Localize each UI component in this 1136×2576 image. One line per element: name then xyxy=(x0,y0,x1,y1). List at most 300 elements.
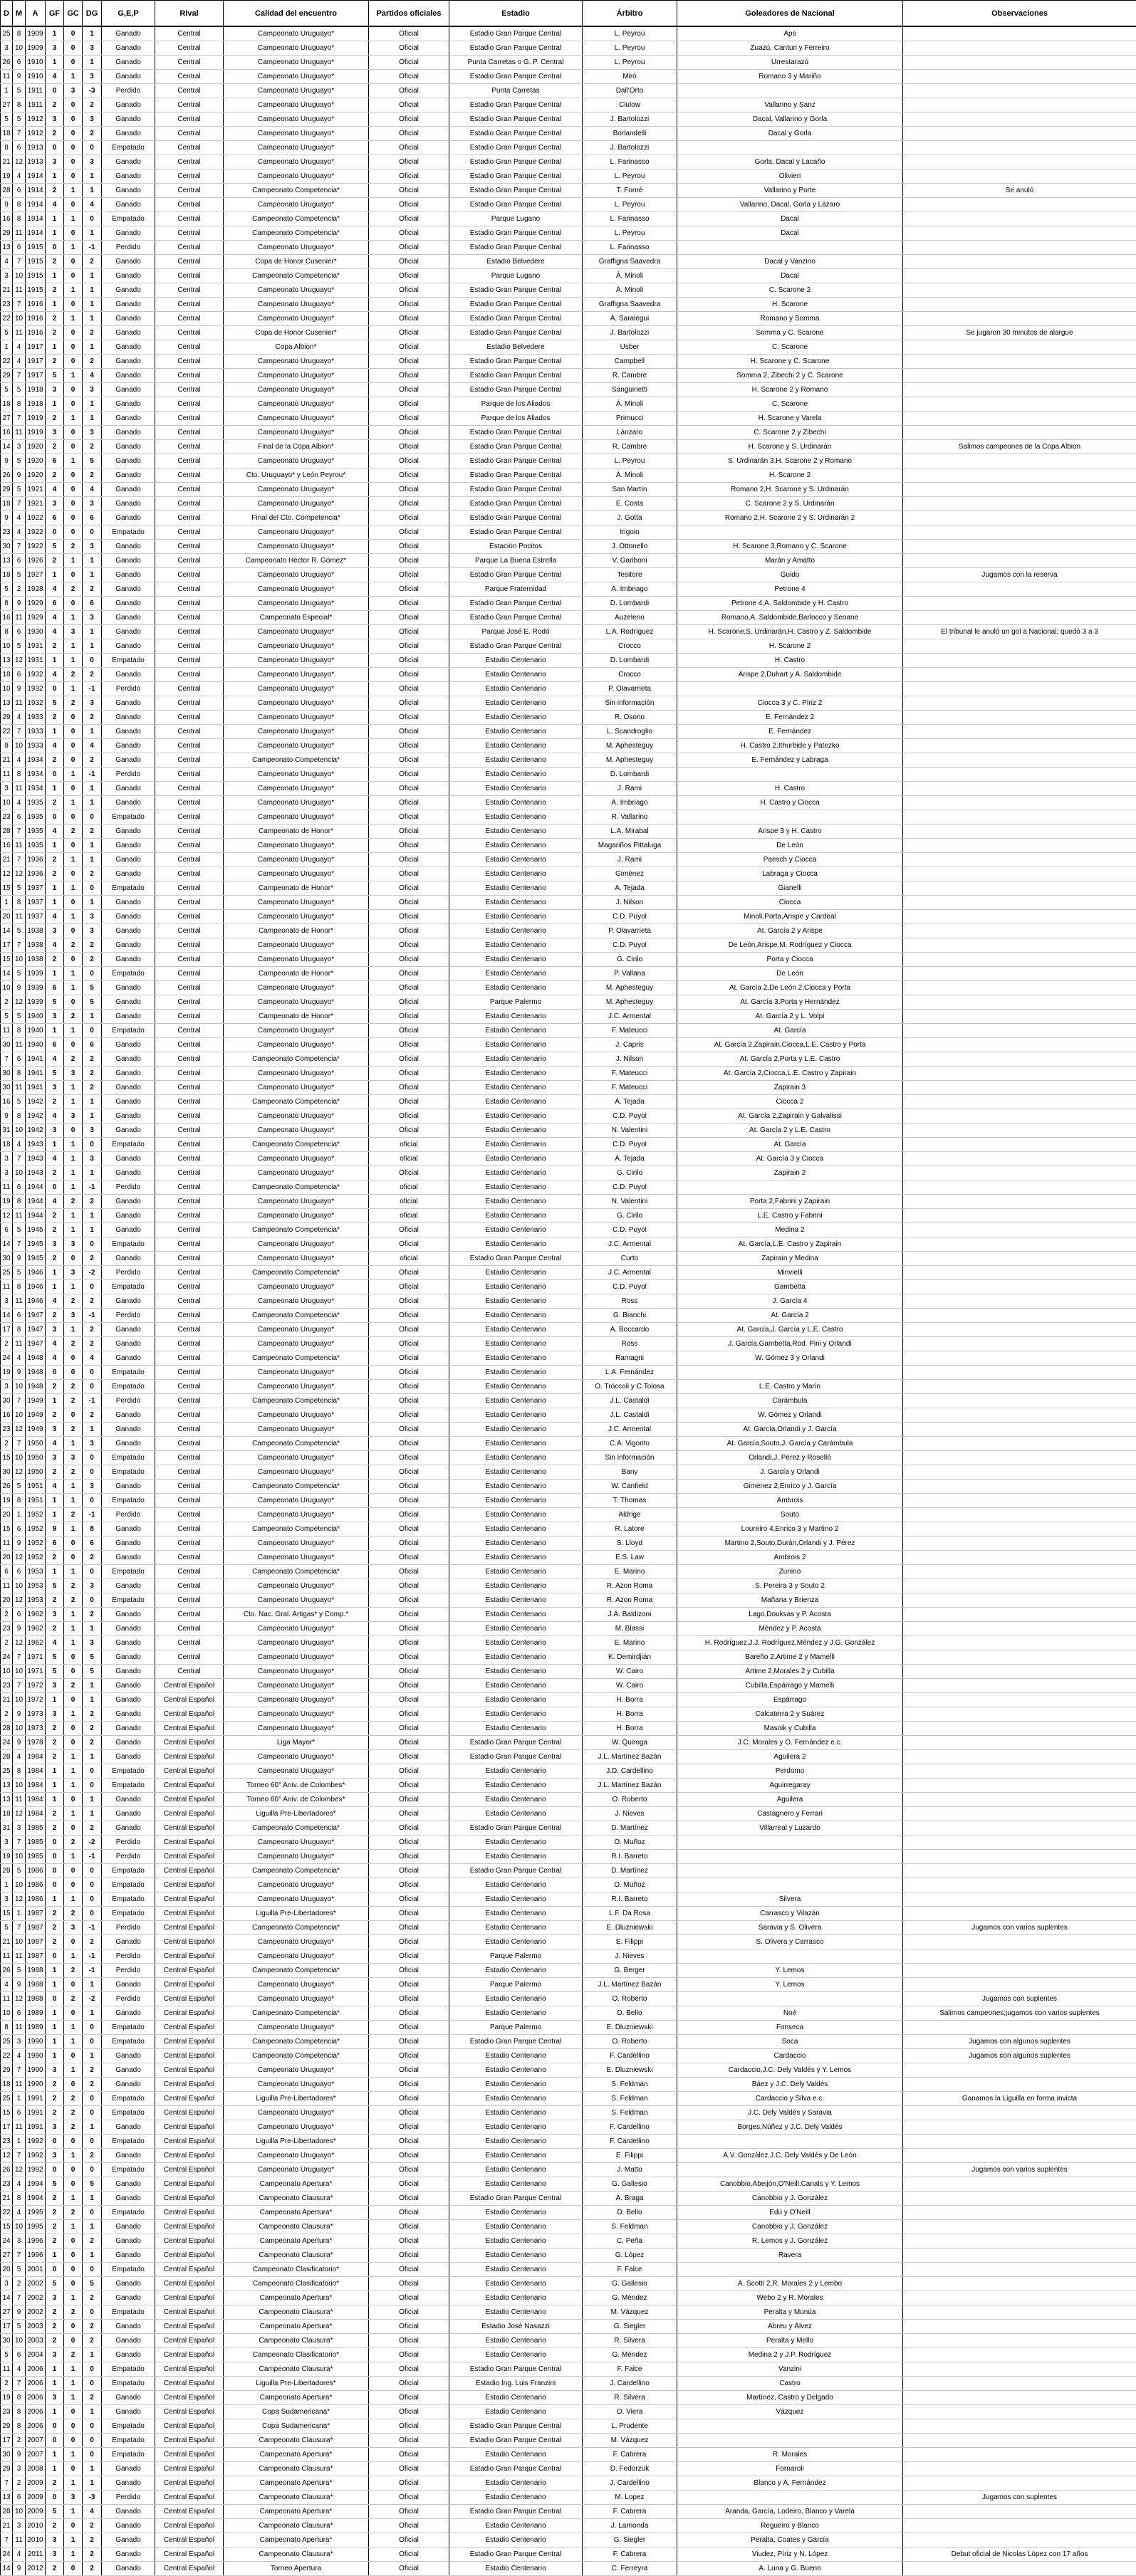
cell-goleadores[interactable]: Ciocca 3 y C. Píriz 2 xyxy=(677,696,903,711)
cell-m[interactable]: 11 xyxy=(13,910,26,924)
cell-calidad[interactable]: Copa de Honor Cusenier* xyxy=(224,255,369,269)
cell-a[interactable]: 1916 xyxy=(26,312,46,326)
cell-calidad[interactable]: Campeonato Uruguayo* xyxy=(224,1465,369,1480)
cell-obs[interactable] xyxy=(903,654,1136,668)
cell-rival[interactable]: Central xyxy=(155,938,224,953)
cell-estadio[interactable]: Estadio Centenario xyxy=(449,2277,583,2291)
cell-rival[interactable]: Central xyxy=(155,198,224,212)
cell-arbitro[interactable]: F. Mateucci xyxy=(583,1081,677,1095)
cell-gf[interactable]: 4 xyxy=(46,668,64,682)
cell-estadio[interactable]: Estadio Centenario xyxy=(449,1665,583,1679)
cell-m[interactable]: 11 xyxy=(13,782,26,796)
cell-gep[interactable]: Ganado xyxy=(102,41,155,56)
cell-gep[interactable]: Perdido xyxy=(102,1180,155,1195)
cell-a[interactable]: 1988 xyxy=(26,1978,46,1992)
cell-gf[interactable]: 0 xyxy=(46,2491,64,2505)
cell-gf[interactable]: 2 xyxy=(46,1095,64,1109)
cell-calidad[interactable]: Campeonato Uruguayo* xyxy=(224,2149,369,2163)
cell-d[interactable]: 29 xyxy=(1,369,13,383)
cell-estadio[interactable]: Estadio Centenario xyxy=(449,2519,583,2533)
cell-calidad[interactable]: Campeonato Uruguayo* xyxy=(224,1693,369,1707)
cell-estadio[interactable]: Estadio Centenario xyxy=(449,2476,583,2491)
cell-estadio[interactable]: Estadio Gran Parque Central xyxy=(449,1864,583,1878)
cell-rival[interactable]: Central Español xyxy=(155,1864,224,1878)
cell-rival[interactable]: Central Español xyxy=(155,1978,224,1992)
cell-estadio[interactable]: Estadio Centenario xyxy=(449,696,583,711)
cell-gep[interactable]: Ganado xyxy=(102,568,155,582)
cell-d[interactable]: 11 xyxy=(1,1536,13,1551)
cell-gep[interactable]: Ganado xyxy=(102,2078,155,2092)
cell-gf[interactable]: 3 xyxy=(46,2533,64,2548)
cell-a[interactable]: 2003 xyxy=(26,2320,46,2334)
cell-dg[interactable]: 1 xyxy=(83,2476,102,2491)
cell-a[interactable]: 1935 xyxy=(26,839,46,853)
cell-dg[interactable]: 5 xyxy=(83,2177,102,2192)
cell-gc[interactable]: 3 xyxy=(64,1266,83,1280)
cell-estadio[interactable]: Estadio Centenario xyxy=(449,839,583,853)
cell-dg[interactable]: 5 xyxy=(83,981,102,995)
cell-d[interactable]: 28 xyxy=(1,1864,13,1878)
cell-m[interactable]: 6 xyxy=(13,2006,26,2021)
cell-estadio[interactable]: Estadio Centenario xyxy=(449,711,583,725)
cell-arbitro[interactable]: C.D. Puyol xyxy=(583,938,677,953)
cell-gep[interactable]: Ganado xyxy=(102,1437,155,1451)
cell-arbitro[interactable]: Á. Minoli xyxy=(583,397,677,412)
cell-estadio[interactable]: Estadio Centenario xyxy=(449,2234,583,2248)
cell-goleadores[interactable] xyxy=(677,1366,903,1380)
cell-obs[interactable] xyxy=(903,2362,1136,2377)
cell-m[interactable]: 8 xyxy=(13,1195,26,1209)
cell-a[interactable]: 1913 xyxy=(26,141,46,155)
cell-gep[interactable]: Ganado xyxy=(102,2320,155,2334)
cell-calidad[interactable]: Campeonato de Honor* xyxy=(224,1010,369,1024)
cell-oficial[interactable]: Oficial xyxy=(369,1394,449,1408)
cell-rival[interactable]: Central Español xyxy=(155,2519,224,2533)
cell-estadio[interactable]: Estadio Centenario xyxy=(449,910,583,924)
cell-obs[interactable] xyxy=(903,255,1136,269)
cell-arbitro[interactable]: Sin información xyxy=(583,696,677,711)
cell-rival[interactable]: Central xyxy=(155,1465,224,1480)
cell-gf[interactable]: 3 xyxy=(46,2149,64,2163)
cell-m[interactable]: 2 xyxy=(13,2434,26,2448)
cell-arbitro[interactable]: D. Bello xyxy=(583,2006,677,2021)
cell-rival[interactable]: Central xyxy=(155,711,224,725)
cell-obs[interactable] xyxy=(903,2177,1136,2192)
cell-gf[interactable]: 1 xyxy=(46,1964,64,1978)
cell-rival[interactable]: Central Español xyxy=(155,2277,224,2291)
cell-goleadores[interactable]: S. Urdinarán 3,H. Scarone 2 y Romano xyxy=(677,454,903,468)
cell-calidad[interactable]: Campeonato Apertura* xyxy=(224,2391,369,2405)
cell-gf[interactable]: 2 xyxy=(46,1750,64,1764)
cell-obs[interactable] xyxy=(903,1821,1136,1836)
cell-estadio[interactable]: Estadio Centenario xyxy=(449,867,583,881)
cell-gep[interactable]: Ganado xyxy=(102,326,155,340)
cell-estadio[interactable]: Estadio José Nasazzi xyxy=(449,2320,583,2334)
cell-estadio[interactable]: Estadio Gran Parque Central xyxy=(449,611,583,625)
cell-obs[interactable] xyxy=(903,1779,1136,1793)
cell-estadio[interactable]: Parque Palermo xyxy=(449,2021,583,2035)
cell-gf[interactable]: 1 xyxy=(46,1024,64,1038)
cell-oficial[interactable]: Oficial xyxy=(369,2448,449,2462)
cell-oficial[interactable]: Oficial xyxy=(369,2305,449,2320)
cell-goleadores[interactable]: Orlandi,J. Pérez y Roselló xyxy=(677,1451,903,1465)
cell-gep[interactable]: Perdido xyxy=(102,2491,155,2505)
cell-rival[interactable]: Central Español xyxy=(155,2562,224,2576)
cell-dg[interactable]: 3 xyxy=(83,497,102,511)
cell-gep[interactable]: Ganado xyxy=(102,1109,155,1124)
cell-arbitro[interactable]: F. Mateucci xyxy=(583,1067,677,1081)
cell-dg[interactable]: 2 xyxy=(83,1052,102,1067)
cell-dg[interactable]: 2 xyxy=(83,1294,102,1309)
cell-calidad[interactable]: Campeonato Uruguayo* xyxy=(224,1750,369,1764)
cell-gep[interactable]: Ganado xyxy=(102,226,155,241)
cell-obs[interactable] xyxy=(903,1465,1136,1480)
cell-dg[interactable]: 0 xyxy=(83,141,102,155)
cell-rival[interactable]: Central xyxy=(155,1152,224,1166)
cell-estadio[interactable]: Parque José E. Rodó xyxy=(449,625,583,639)
cell-estadio[interactable]: Estadio Centenario xyxy=(449,668,583,682)
cell-gep[interactable]: Ganado xyxy=(102,1010,155,1024)
cell-estadio[interactable]: Estadio Belvedere xyxy=(449,340,583,355)
cell-gf[interactable]: 2 xyxy=(46,796,64,810)
cell-d[interactable]: 17 xyxy=(1,2120,13,2135)
cell-obs[interactable] xyxy=(903,1978,1136,1992)
cell-oficial[interactable]: Oficial xyxy=(369,824,449,839)
cell-a[interactable]: 1990 xyxy=(26,2063,46,2078)
cell-calidad[interactable]: Campeonato Competencia* xyxy=(224,1437,369,1451)
cell-arbitro[interactable]: O. Roberto xyxy=(583,2035,677,2049)
cell-dg[interactable]: 2 xyxy=(83,2078,102,2092)
cell-rival[interactable]: Central xyxy=(155,70,224,84)
cell-gc[interactable]: 1 xyxy=(64,241,83,255)
cell-gf[interactable]: 4 xyxy=(46,70,64,84)
cell-estadio[interactable]: Estadio Centenario xyxy=(449,1152,583,1166)
cell-arbitro[interactable]: Primucci xyxy=(583,412,677,426)
cell-calidad[interactable]: Campeonato Competencia* xyxy=(224,1266,369,1280)
cell-obs[interactable] xyxy=(903,1551,1136,1565)
cell-m[interactable]: 3 xyxy=(13,2035,26,2049)
cell-m[interactable]: 6 xyxy=(13,1180,26,1195)
cell-d[interactable]: 23 xyxy=(1,298,13,312)
cell-gc[interactable]: 0 xyxy=(64,1650,83,1665)
cell-a[interactable]: 1941 xyxy=(26,1067,46,1081)
cell-arbitro[interactable]: J. Rami xyxy=(583,853,677,867)
cell-a[interactable]: 1940 xyxy=(26,1010,46,1024)
cell-obs[interactable] xyxy=(903,383,1136,397)
cell-m[interactable]: 11 xyxy=(13,2078,26,2092)
cell-estadio[interactable]: Estadio Centenario xyxy=(449,1722,583,1736)
cell-estadio[interactable]: Estadio Centenario xyxy=(449,1522,583,1536)
cell-rival[interactable]: Central xyxy=(155,1252,224,1266)
cell-d[interactable]: 24 xyxy=(1,1650,13,1665)
cell-gc[interactable]: 0 xyxy=(64,2334,83,2348)
cell-estadio[interactable]: Estadio Centenario xyxy=(449,1480,583,1494)
cell-d[interactable]: 9 xyxy=(1,1109,13,1124)
cell-goleadores[interactable]: Marán y Amatto xyxy=(677,554,903,568)
cell-calidad[interactable]: Campeonato Uruguayo* xyxy=(224,654,369,668)
cell-arbitro[interactable]: F. Cabrera xyxy=(583,2448,677,2462)
cell-calidad[interactable]: Campeonato Uruguayo* xyxy=(224,1707,369,1722)
cell-goleadores[interactable] xyxy=(677,682,903,696)
cell-dg[interactable]: 2 xyxy=(83,2149,102,2163)
cell-d[interactable]: 27 xyxy=(1,412,13,426)
cell-gf[interactable]: 2 xyxy=(46,753,64,768)
cell-goleadores[interactable]: J. García y Orlandi xyxy=(677,1465,903,1480)
cell-estadio[interactable]: Estadio Gran Parque Central xyxy=(449,1252,583,1266)
cell-estadio[interactable]: Estadio Centenario xyxy=(449,654,583,668)
cell-obs[interactable] xyxy=(903,241,1136,255)
cell-obs[interactable] xyxy=(903,1935,1136,1949)
cell-oficial[interactable]: Oficial xyxy=(369,1095,449,1109)
cell-estadio[interactable]: Estadio Centenario xyxy=(449,1309,583,1323)
cell-m[interactable]: 7 xyxy=(13,2291,26,2305)
cell-oficial[interactable]: Oficial xyxy=(369,127,449,141)
cell-estadio[interactable]: Estadio Centenario xyxy=(449,1038,583,1052)
cell-a[interactable]: 1986 xyxy=(26,1864,46,1878)
cell-gc[interactable]: 0 xyxy=(64,896,83,910)
cell-oficial[interactable]: oficial xyxy=(369,1209,449,1223)
cell-m[interactable]: 3 xyxy=(13,440,26,454)
cell-obs[interactable]: Salimos campeones;jugamos con varios suplentes xyxy=(903,2006,1136,2021)
cell-oficial[interactable]: Oficial xyxy=(369,2291,449,2305)
cell-oficial[interactable]: Oficial xyxy=(369,867,449,881)
cell-obs[interactable] xyxy=(903,696,1136,711)
cell-gc[interactable]: 0 xyxy=(64,1864,83,1878)
cell-gf[interactable]: 4 xyxy=(46,1636,64,1650)
cell-calidad[interactable]: Campeonato Apertura* xyxy=(224,2206,369,2220)
cell-arbitro[interactable]: Borlandelli xyxy=(583,127,677,141)
cell-d[interactable]: 11 xyxy=(1,1949,13,1964)
cell-gf[interactable]: 4 xyxy=(46,1437,64,1451)
cell-gf[interactable]: 4 xyxy=(46,1337,64,1351)
cell-rival[interactable]: Central xyxy=(155,668,224,682)
cell-oficial[interactable]: Oficial xyxy=(369,1892,449,1907)
cell-rival[interactable]: Central xyxy=(155,1437,224,1451)
cell-goleadores[interactable] xyxy=(677,2419,903,2434)
cell-estadio[interactable]: Estadio Centenario xyxy=(449,1124,583,1138)
cell-m[interactable]: 12 xyxy=(13,995,26,1010)
cell-rival[interactable]: Central xyxy=(155,1052,224,1067)
cell-oficial[interactable]: Oficial xyxy=(369,1309,449,1323)
cell-gf[interactable]: 0 xyxy=(46,1850,64,1864)
cell-a[interactable]: 1910 xyxy=(26,56,46,70)
cell-arbitro[interactable]: O. Tróccoli y C.Tolosa xyxy=(583,1380,677,1394)
cell-m[interactable]: 7 xyxy=(13,1152,26,1166)
cell-rival[interactable]: Central xyxy=(155,981,224,995)
cell-obs[interactable] xyxy=(903,1266,1136,1280)
cell-goleadores[interactable]: Arispe 3 y H. Castro xyxy=(677,824,903,839)
cell-gc[interactable]: 1 xyxy=(64,1494,83,1508)
cell-a[interactable]: 1991 xyxy=(26,2106,46,2120)
cell-m[interactable]: 5 xyxy=(13,1964,26,1978)
cell-arbitro[interactable]: F. Mateucci xyxy=(583,1024,677,1038)
cell-gep[interactable]: Empatado xyxy=(102,967,155,981)
cell-calidad[interactable]: Campeonato Uruguayo* xyxy=(224,369,369,383)
cell-calidad[interactable]: Campeonato Apertura* xyxy=(224,2291,369,2305)
cell-calidad[interactable]: Campeonato Apertura* xyxy=(224,2320,369,2334)
cell-gc[interactable]: 2 xyxy=(64,540,83,554)
cell-oficial[interactable]: Oficial xyxy=(369,1351,449,1366)
cell-gf[interactable]: 2 xyxy=(46,355,64,369)
cell-m[interactable]: 10 xyxy=(13,1451,26,1465)
cell-goleadores[interactable]: Aranda, García, Lodeiro, Blanco y Varela xyxy=(677,2505,903,2519)
cell-gc[interactable]: 0 xyxy=(64,568,83,582)
cell-rival[interactable]: Central xyxy=(155,967,224,981)
cell-d[interactable]: 12 xyxy=(1,1209,13,1223)
cell-a[interactable]: 2006 xyxy=(26,2405,46,2419)
cell-goleadores[interactable]: Romano 2,H. Scarone y S. Urdinarán xyxy=(677,483,903,497)
cell-m[interactable]: 6 xyxy=(13,2106,26,2120)
cell-a[interactable]: 1940 xyxy=(26,1038,46,1052)
cell-obs[interactable] xyxy=(903,582,1136,597)
cell-oficial[interactable]: Oficial xyxy=(369,1665,449,1679)
cell-arbitro[interactable]: Graffigna Saavedra xyxy=(583,255,677,269)
cell-oficial[interactable]: Oficial xyxy=(369,1423,449,1437)
cell-goleadores[interactable]: Canobbio y J. González xyxy=(677,2220,903,2234)
cell-goleadores[interactable]: C. Scarone 2 xyxy=(677,283,903,298)
cell-estadio[interactable]: Estadio Gran Parque Central xyxy=(449,2548,583,2562)
cell-gep[interactable]: Ganado xyxy=(102,2476,155,2491)
cell-m[interactable]: 2 xyxy=(13,582,26,597)
cell-goleadores[interactable]: Carrasco y Vilazán xyxy=(677,1907,903,1921)
cell-arbitro[interactable]: L. Prudente xyxy=(583,2419,677,2434)
cell-gep[interactable]: Ganado xyxy=(102,1622,155,1636)
cell-gep[interactable]: Ganado xyxy=(102,1337,155,1351)
cell-arbitro[interactable]: Auzeleno xyxy=(583,611,677,625)
cell-goleadores[interactable]: Gambetta xyxy=(677,1280,903,1294)
cell-gc[interactable]: 0 xyxy=(64,127,83,141)
cell-goleadores[interactable] xyxy=(677,2135,903,2149)
cell-obs[interactable] xyxy=(903,768,1136,782)
cell-gf[interactable]: 6 xyxy=(46,597,64,611)
cell-calidad[interactable]: Campeonato Competencia* xyxy=(224,1821,369,1836)
cell-a[interactable]: 1991 xyxy=(26,2120,46,2135)
cell-calidad[interactable]: Campeonato Uruguayo* xyxy=(224,98,369,112)
cell-rival[interactable]: Central xyxy=(155,1195,224,1209)
cell-gc[interactable]: 1 xyxy=(64,369,83,383)
cell-gc[interactable]: 1 xyxy=(64,2476,83,2491)
cell-rival[interactable]: Central xyxy=(155,924,224,938)
cell-gf[interactable]: 1 xyxy=(46,2362,64,2377)
cell-dg[interactable]: 0 xyxy=(83,1779,102,1793)
cell-dg[interactable]: 2 xyxy=(83,2533,102,2548)
cell-m[interactable]: 7 xyxy=(13,938,26,953)
cell-obs[interactable] xyxy=(903,1907,1136,1921)
cell-goleadores[interactable]: J.C. Morales y O. Fernández e.c. xyxy=(677,1736,903,1750)
cell-d[interactable]: 11 xyxy=(1,1579,13,1593)
cell-a[interactable]: 1927 xyxy=(26,568,46,582)
cell-dg[interactable]: -1 xyxy=(83,1394,102,1408)
cell-dg[interactable]: 0 xyxy=(83,1494,102,1508)
cell-rival[interactable]: Central Español xyxy=(155,1764,224,1779)
cell-arbitro[interactable]: Giménez xyxy=(583,867,677,881)
cell-gc[interactable]: 2 xyxy=(64,1508,83,1522)
cell-gep[interactable]: Ganado xyxy=(102,867,155,881)
cell-a[interactable]: 2009 xyxy=(26,2505,46,2519)
col-header-estadio[interactable]: Estadio xyxy=(449,1,583,27)
cell-d[interactable]: 23 xyxy=(1,525,13,540)
cell-arbitro[interactable]: P. Vallana xyxy=(583,967,677,981)
cell-gep[interactable]: Ganado xyxy=(102,127,155,141)
cell-m[interactable]: 10 xyxy=(13,2505,26,2519)
cell-gep[interactable]: Ganado xyxy=(102,1081,155,1095)
cell-gc[interactable]: 0 xyxy=(64,2263,83,2277)
cell-estadio[interactable]: Estadio Centenario xyxy=(449,2163,583,2177)
cell-calidad[interactable]: Campeonato Competencia* xyxy=(224,1964,369,1978)
cell-dg[interactable]: 2 xyxy=(83,1608,102,1622)
cell-gf[interactable]: 1 xyxy=(46,1266,64,1280)
cell-gc[interactable]: 3 xyxy=(64,1921,83,1935)
cell-estadio[interactable]: Parque Palermo xyxy=(449,1949,583,1964)
cell-m[interactable]: 8 xyxy=(13,2391,26,2405)
cell-m[interactable]: 4 xyxy=(13,2362,26,2377)
cell-goleadores[interactable]: Webo 2 y R. Morales xyxy=(677,2291,903,2305)
cell-estadio[interactable]: Estadio Centenario xyxy=(449,1166,583,1180)
cell-gf[interactable]: 2 xyxy=(46,1209,64,1223)
cell-gf[interactable]: 4 xyxy=(46,1195,64,1209)
cell-gep[interactable]: Ganado xyxy=(102,340,155,355)
cell-calidad[interactable]: Campeonato Competencia* xyxy=(224,1394,369,1408)
cell-goleadores[interactable]: Medina 2 xyxy=(677,1223,903,1237)
cell-gep[interactable]: Ganado xyxy=(102,1195,155,1209)
cell-rival[interactable]: Central xyxy=(155,881,224,896)
cell-goleadores[interactable]: Romano,A. Saldombide,Barlocco y Seoane xyxy=(677,611,903,625)
cell-gep[interactable]: Ganado xyxy=(102,1821,155,1836)
cell-calidad[interactable]: Campeonato Uruguayo* xyxy=(224,1878,369,1892)
cell-dg[interactable]: 3 xyxy=(83,910,102,924)
cell-gf[interactable]: 1 xyxy=(46,226,64,241)
cell-gc[interactable]: 1 xyxy=(64,1152,83,1166)
cell-gc[interactable]: 0 xyxy=(64,1551,83,1565)
cell-m[interactable]: 8 xyxy=(13,1067,26,1081)
cell-estadio[interactable]: Estación Pocitos xyxy=(449,540,583,554)
cell-dg[interactable]: 2 xyxy=(83,1707,102,1722)
cell-calidad[interactable]: Campeonato Uruguayo* xyxy=(224,412,369,426)
cell-m[interactable]: 12 xyxy=(13,1593,26,1608)
cell-d[interactable]: 27 xyxy=(1,2305,13,2320)
cell-calidad[interactable]: Campeonato Competencia* xyxy=(224,1522,369,1536)
cell-d[interactable]: 30 xyxy=(1,1252,13,1266)
cell-rival[interactable]: Central xyxy=(155,26,224,41)
cell-estadio[interactable]: Estadio Centenario xyxy=(449,2263,583,2277)
cell-rival[interactable]: Central xyxy=(155,725,224,739)
cell-gc[interactable]: 0 xyxy=(64,1351,83,1366)
cell-oficial[interactable]: Oficial xyxy=(369,226,449,241)
cell-dg[interactable]: 3 xyxy=(83,1124,102,1138)
cell-a[interactable]: 2001 xyxy=(26,2263,46,2277)
cell-a[interactable]: 1926 xyxy=(26,554,46,568)
cell-a[interactable]: 2003 xyxy=(26,2334,46,2348)
cell-estadio[interactable]: Estadio Gran Parque Central xyxy=(449,112,583,127)
cell-gc[interactable]: 1 xyxy=(64,682,83,696)
cell-goleadores[interactable]: Romano 2,H. Scarone 2 y S. Urdinarán 2 xyxy=(677,511,903,525)
cell-gc[interactable]: 3 xyxy=(64,625,83,639)
cell-goleadores[interactable]: L.E. Castro y Fabrini xyxy=(677,1209,903,1223)
cell-obs[interactable] xyxy=(903,141,1136,155)
cell-dg[interactable]: 1 xyxy=(83,2006,102,2021)
cell-calidad[interactable]: Campeonato Uruguayo* xyxy=(224,2063,369,2078)
cell-dg[interactable]: 0 xyxy=(83,2377,102,2391)
cell-arbitro[interactable]: O. Muñoz xyxy=(583,1836,677,1850)
cell-a[interactable]: 1914 xyxy=(26,212,46,226)
cell-m[interactable]: 11 xyxy=(13,611,26,625)
cell-rival[interactable]: Central xyxy=(155,824,224,839)
cell-estadio[interactable]: Estadio Centenario xyxy=(449,1109,583,1124)
cell-rival[interactable]: Central xyxy=(155,1636,224,1650)
cell-m[interactable]: 12 xyxy=(13,1807,26,1821)
cell-d[interactable]: 19 xyxy=(1,1195,13,1209)
cell-dg[interactable]: 2 xyxy=(83,2234,102,2248)
